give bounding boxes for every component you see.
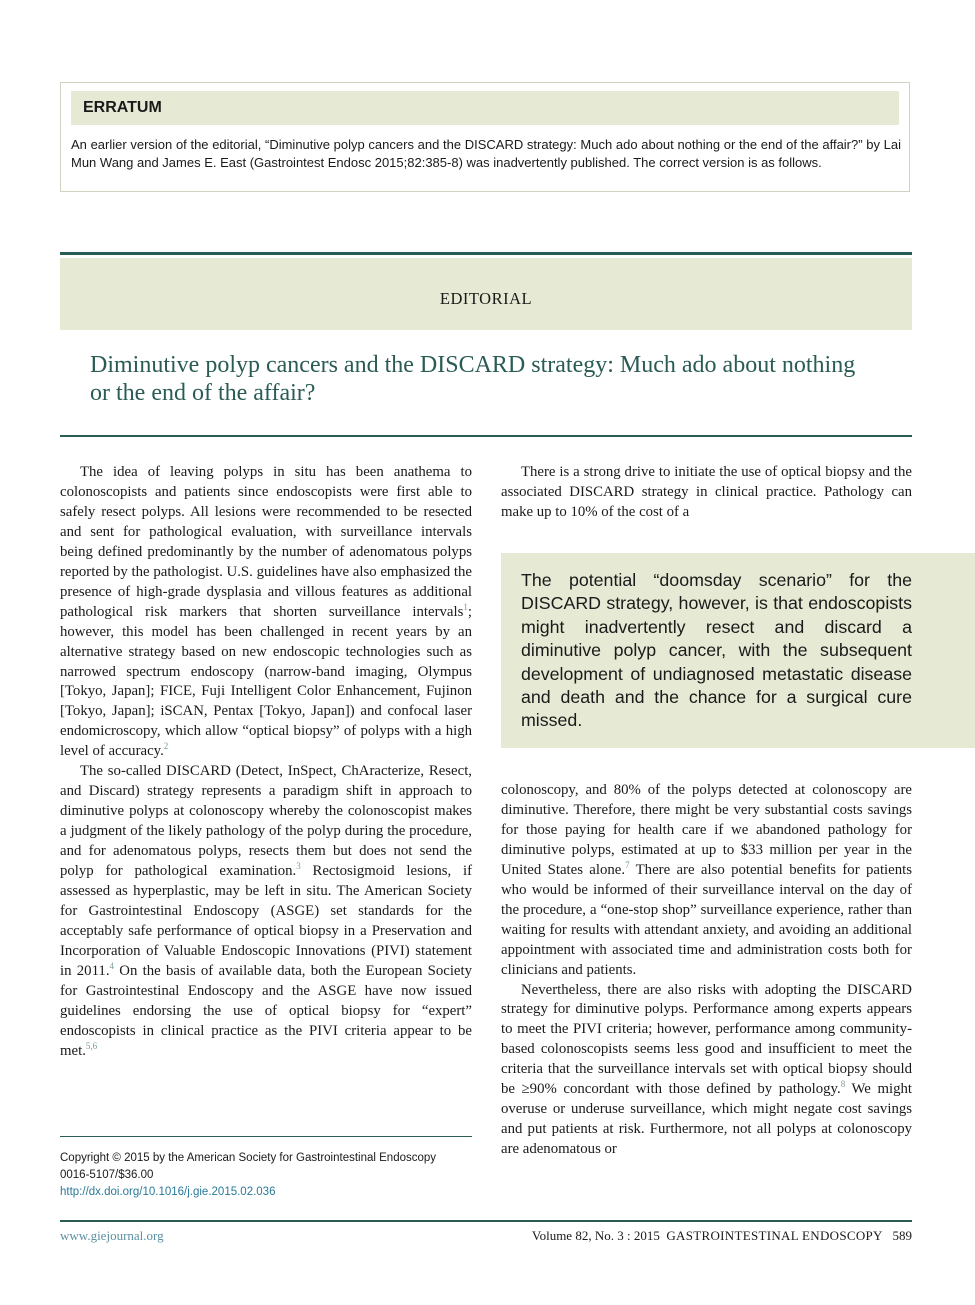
reference-link[interactable]: 4 xyxy=(109,960,115,971)
erratum-text: An earlier version of the editorial, “Diminutive polyp cancers and the DISCARD strategy: Much ado about nothing or the end of the affair?” by Lai Mun Wang and James E. East (Gastrointest Endosc 2015;82:385-8) was inadvertently published. The correct version is as follows. xyxy=(71,137,901,170)
text-run: colonoscopy, and 80% of the polyps detected at colonoscopy are diminutive. Therefore, there might be very substantial costs savings for those paying for health care if we abandoned pathology for diminutive polyps, estimated at up to $33 million per year in the United States alone. xyxy=(501,782,912,878)
erratum-header-bar xyxy=(71,91,899,125)
paragraph xyxy=(60,463,472,762)
paragraph xyxy=(501,981,912,1161)
copyright-line: Copyright © 2015 by the American Society for Gastrointestinal Endoscopy xyxy=(60,1152,437,1164)
text-run: The idea of leaving polyps in situ has been anathema to colonoscopists and patients since endoscopists were first able to safely resect polyps. All lesions were recommended to be resected and sent for pathological evaluation, with surveillance intervals being defined predominantly by the number of adenomatous polyps reported by the pathologist. U.S. guidelines have also emphasized the presence of high-grade dysplasia and villous features as additional pathological risk markers that shorten surveillance intervals xyxy=(60,464,472,620)
text-run: ; however, this model has been challenged in recent years by an alternative strategy based on new endoscopic technologies such as narrowed spectrum endoscopy (narrow-band imaging, Olympus [Tokyo, Japan]; FICE, Fuji Intelligent Color Enhancement, Fujinon [Tokyo, Japan]; iSCAN, Pentax [Tokyo, Japan]) and confocal laser endomicroscopy, which allow “optical biopsy” of polyps with a high level of accuracy. xyxy=(60,603,472,760)
erratum-box xyxy=(60,82,910,192)
top-divider xyxy=(60,252,912,255)
reference-link[interactable]: 1 xyxy=(463,601,468,612)
paragraph: There is a strong drive to initiate the use of optical biopsy and the associated DISCARD strategy in clinical practice. Pathology can make up to 10% of the cost of a xyxy=(501,464,912,520)
left-column xyxy=(60,463,472,1062)
pull-quote-text: The potential “doomsday scenario” for the DISCARD strategy, however, is that endoscopists might inadvertently resect and discard a diminutive polyp cancer, with the subsequent development of undiagnosed metastatic disease and death and the chance for a surgical cure missed. xyxy=(521,570,912,731)
paragraph xyxy=(60,762,472,1061)
paragraph xyxy=(501,781,912,981)
title-divider xyxy=(60,435,912,437)
right-column-top xyxy=(501,463,912,523)
copyright-block xyxy=(60,1150,480,1201)
reference-link[interactable]: 8 xyxy=(840,1079,846,1090)
text-run: On the basis of available data, both the European Society for Gastrointestinal Endoscopy and the ASGE have now issued guidelines endorsing the use of optical biopsy for “expert” endoscopists in clinical practice as the PIVI criteria appear to be met. xyxy=(60,962,473,1059)
doi-link[interactable]: http://dx.doi.org/10.1016/j.gie.2015.02.036 xyxy=(60,1186,276,1198)
page-number: 589 xyxy=(892,1228,912,1243)
section-label: EDITORIAL xyxy=(439,289,533,308)
text-run: Nevertheless, there are also risks with adopting the DISCARD strategy for diminutive polyps. Performance among experts appears to meet the PIVI criteria; however, performance among community-based colonoscopists seems less good and insufficient to meet the criteria that the surveillance intervals set with optical biopsy should be ≥90% concordant with those defined by pathology. xyxy=(501,981,912,1098)
pull-quote xyxy=(501,553,975,748)
text-run: There are also potential benefits for patients who would be informed of their surveillance interval on the day of the procedure, a “one-stop shop” surveillance experience, rather than waiting for results with attendant anxiety, and avoiding an additional appointment with associated time and administration costs both for clinicians and patients. xyxy=(501,861,912,978)
reference-link[interactable]: 5,6 xyxy=(85,1040,98,1051)
issn-line: 0016-5107/$36.00 xyxy=(60,1169,154,1181)
text-run: Rectosigmoid lesions, if assessed as hyperplastic, may be left in situ. The American Society for Gastrointestinal Endoscopy (ASGE) set standards for the acceptably safe performance of optical biopsy in a Preservation and Incorporation of Valuable Endoscopic Innovations (PIVI) statement in 2011. xyxy=(60,863,472,979)
journal-website-link[interactable]: www.giejournal.org xyxy=(60,1228,164,1243)
section-band xyxy=(60,258,912,330)
text-run: We might overuse or underuse surveillance, which might negate cost savings and put patients at risk. Furthermore, not all polyps at colonoscopy are adenomatous or xyxy=(501,1081,912,1158)
reference-link[interactable]: 7 xyxy=(625,859,630,870)
right-column-bottom xyxy=(501,781,912,1160)
footer-divider xyxy=(60,1220,912,1222)
copyright-divider xyxy=(60,1136,472,1137)
volume-info: Volume 82, No. 3 : 2015 xyxy=(531,1228,660,1243)
article-title: Diminutive polyp cancers and the DISCARD strategy: Much ado about nothing or the end of the affair? xyxy=(90,352,856,406)
text-run: The so-called DISCARD (Detect, InSpect, ChAracterize, Resect, and Discard) strategy represents a paradigm shift in approach to diminutive polyps at colonoscopy whereby the colonoscopist makes a judgment of the likely pathology of the polyp during the procedure, and for adenomatous polyps, resects them but does not send the polyp for pathological examination. xyxy=(60,763,472,880)
reference-link[interactable]: 3 xyxy=(296,861,301,872)
footer-citation xyxy=(532,1228,912,1244)
erratum-title: ERRATUM xyxy=(83,99,162,116)
journal-name: GASTROINTESTINAL ENDOSCOPY xyxy=(666,1228,883,1243)
reference-link[interactable]: 2 xyxy=(163,741,169,752)
